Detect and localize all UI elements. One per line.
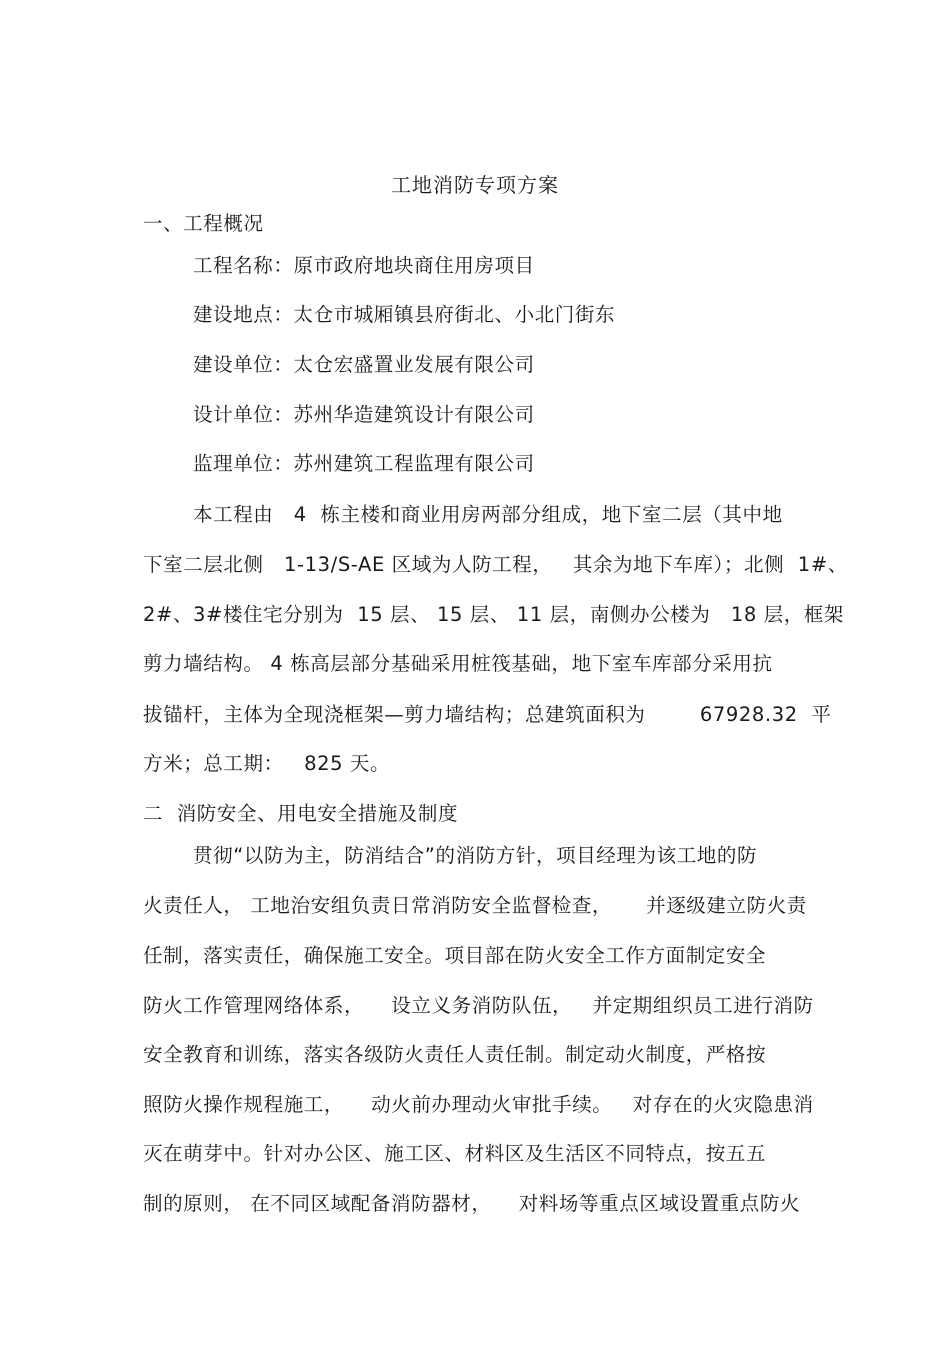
field-construction-unit: 建设单位：太仓宏盛置业发展有限公司 [193,353,535,376]
overview-paragraph-line: 2#、3#楼住宅分别为 15 层、 15 层、 11 层，南侧办公楼为 18 层，框架 [143,603,845,626]
field-design-unit: 设计单位：苏州华造建筑设计有限公司 [193,403,535,426]
fire-safety-paragraph-line: 安全教育和训练，落实各级防火责任人责任制。制定动火制度，严格按 [143,1043,767,1066]
overview-paragraph-line: 拔锚杆，主体为全现浇框架—剪力墙结构；总建筑面积为 67928.32 平 [143,703,832,726]
overview-paragraph-line: 方米；总工期： 825 天。 [143,752,391,775]
fire-safety-paragraph-line: 贯彻“以防为主，防消结合”的消防方针，项目经理为该工地的防 [193,844,758,867]
field-supervision-unit: 监理单位：苏州建筑工程监理有限公司 [193,452,535,475]
section-heading-project-overview: 一、工程概况 [143,212,264,235]
overview-paragraph-line: 下室二层北侧 1-13/S-AE 区域为人防工程， 其余为地下车库）；北侧 1#、 [143,553,848,576]
field-project-name: 工程名称：原市政府地块商住用房项目 [193,254,535,277]
fire-safety-paragraph-line: 防火工作管理网络体系， 设立义务消防队伍， 并定期组织员工进行消防 [143,994,814,1017]
fire-safety-paragraph-line: 任制，落实责任，确保施工安全。项目部在防火安全工作方面制定安全 [143,944,767,967]
section-heading-fire-safety: 二 消防安全、用电安全措施及制度 [143,802,459,825]
fire-safety-paragraph-line: 制的原则， 在不同区域配备消防器材， 对料场等重点区域设置重点防火 [143,1192,801,1215]
fire-safety-paragraph-line: 照防火操作规程施工， 动火前办理动火审批手续。 对存在的火灾隐患消 [143,1093,814,1116]
overview-paragraph-line: 本工程由 4 栋主楼和商业用房两部分组成，地下室二层（其中地 [193,503,783,526]
document-title: 工地消防专项方案 [391,173,559,197]
field-construction-location: 建设地点：太仓市城厢镇县府街北、小北门街东 [193,303,616,326]
fire-safety-paragraph-line: 火责任人， 工地治安组负责日常消防安全监督检查， 并逐级建立防火责 [143,894,807,917]
overview-paragraph-line: 剪力墙结构。 4 栋高层部分基础采用桩筏基础，地下室车库部分采用抗 [143,652,773,675]
fire-safety-paragraph-line: 灭在萌芽中。针对办公区、施工区、材料区及生活区不同特点，按五五 [143,1142,767,1165]
